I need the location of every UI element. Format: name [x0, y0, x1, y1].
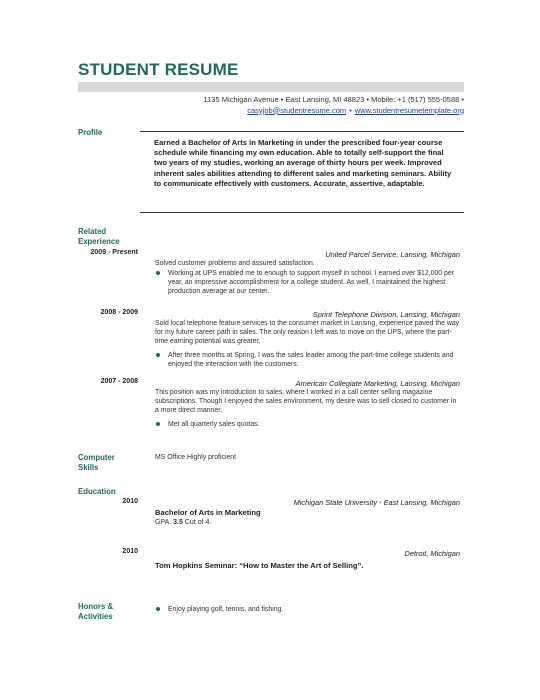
job-dates: 2007 - 2008 [100, 378, 138, 385]
education-degree: Tom Hopkins Seminar: “How to Master the Art of Selling”. [155, 561, 364, 570]
education-gpa [155, 519, 211, 526]
job-description: Sold local telephone feature services to the consumer market in Lansing, experience paved the way for my future career path in sales. The only reason I left was to move on the UPS, where the part-time earning potential was greater. [155, 320, 460, 345]
job-bullet [155, 351, 460, 369]
resume-title: STUDENT RESUME [78, 60, 239, 79]
gpa-suffix: Cut of 4. [184, 519, 212, 526]
website-link[interactable]: www.studentresumetemplate.org [354, 105, 464, 115]
job-description: This position was my introduction to sales, where I worked in a call center selling magazine subscriptions. Though I enjoyed the sales environment, my desire was to sell closed to customer in a more direct manner. [155, 389, 457, 414]
job-bullet-text: After three months at Spring, I was the sales leader among the part-time college students and enjoyed the interaction with the customers. [168, 352, 454, 368]
education-year: 2010 [122, 498, 138, 505]
job-dates: 2009 - Present [90, 249, 138, 256]
education-year: 2010 [122, 548, 138, 555]
job-organization: United Parcel Service, Lansing, Michigan [325, 250, 460, 259]
section-label-line: Computer [78, 453, 115, 462]
section-label-education: Education [78, 487, 116, 496]
contact-block [204, 95, 464, 116]
job-description: Solved customer problems and assured satisfaction. [155, 260, 315, 267]
section-label-experience [78, 227, 120, 247]
job-dates: 2008 - 2009 [100, 309, 138, 316]
gpa-prefix: GPA. [155, 519, 172, 526]
skills-text: MS Office Highly proficient [155, 454, 237, 461]
job-bullet-text: Met all quarterly sales quotas. [168, 421, 260, 428]
title-divider-bar [78, 82, 464, 92]
section-label-line: Skills [78, 463, 99, 472]
bullet-icon [156, 607, 160, 611]
honors-bullet-text: Enjoy playing golf, tennis, and fishing. [168, 606, 284, 613]
section-label-line: Related [78, 227, 107, 236]
email-link[interactable]: casyjob@studentresume.com [247, 105, 347, 115]
honors-bullet [155, 605, 460, 614]
link-separator: • [349, 105, 352, 115]
job-organization: American Collegiate Marketing, Lansing, Michigan [295, 379, 460, 388]
gpa-value: 3.5 [173, 519, 183, 526]
profile-summary [140, 131, 464, 213]
job-bullet [155, 269, 460, 296]
education-degree: Bachelor of Arts in Marketing [155, 508, 261, 517]
contact-links [204, 106, 464, 117]
job-organization: Sprint Telephone Division, Lansing, Michigan [312, 310, 460, 319]
bullet-icon [156, 271, 160, 275]
education-institution: Michigan State University - East Lansing, Michigan [293, 498, 460, 507]
education-institution: Detroit, Michigan [404, 549, 460, 558]
job-bullet-text: Working at UPS enabled me to enough to support myself in school. I earned over $12,000 per year, an impressive accomplishment for a college student. As well, I maintained the highest production average at our center. [168, 270, 455, 295]
section-label-skills [78, 453, 115, 473]
bullet-icon [156, 422, 160, 426]
section-label-line: Experience [78, 237, 120, 246]
section-label-honors [78, 602, 113, 622]
profile-text: Earned a Bachelor of Arts in Marketing in under the prescribed four-year course schedule while financing my own education. Able to totally self-support the final two years of my studies, working an average of thirty hours per week. Improved inherent sales abilities attending to different sales and marketing seminars. Ability to communicate effectively with customers. Accurate, assertive, adaptable. [154, 138, 452, 188]
section-label-line: Honors & [78, 602, 114, 611]
bullet-icon [156, 353, 160, 357]
job-bullet [155, 420, 460, 429]
section-label-profile: Profile [78, 128, 103, 137]
section-label-line: Activities [78, 612, 113, 621]
contact-address: 1135 Michigan Avenue • East Lansing, MI 48823 • Mobile: +1 (517) 555-0588 • [203, 95, 464, 104]
